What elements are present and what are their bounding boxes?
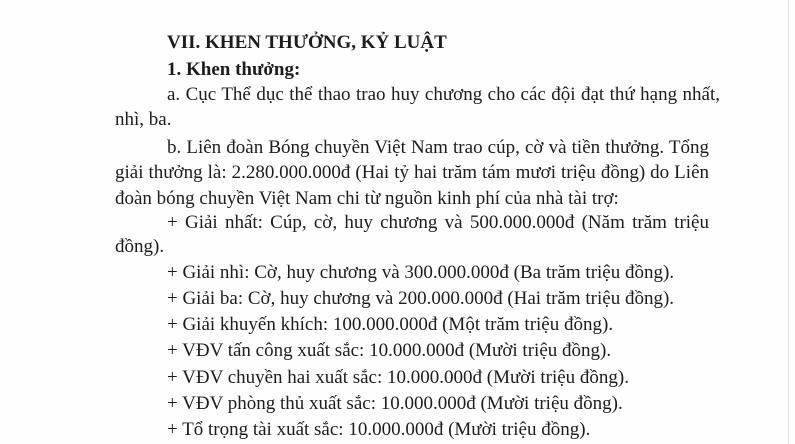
paragraph-b-line-1: b. Liên đoàn Bóng chuyền Việt Nam trao cúp, cờ và tiền thưởng. Tổng: [167, 137, 709, 158]
prize-first-line-1: + Giải nhất: Cúp, cờ, huy chương và 500.000.000đ (Năm trăm triệu: [167, 212, 709, 233]
paragraph-b-line-2: giải thưởng là: 2.280.000.000đ (Hai tỷ hai trăm tám mươi triệu đồng) do Liên: [115, 162, 709, 183]
prize-first-line-2: đồng).: [115, 236, 165, 257]
scan-edge: [788, 0, 789, 444]
prize-second: + Giải nhì: Cờ, huy chương và 300.000.000đ (Ba trăm triệu đồng).: [167, 262, 675, 283]
subsection-title: 1. Khen thưởng:: [167, 59, 301, 80]
prize-best-referee-team: + Tổ trọng tài xuất sắc: 10.000.000đ (Mười triệu đồng).: [167, 419, 591, 440]
section-title: VII. KHEN THƯỞNG, KỶ LUẬT: [167, 32, 447, 53]
prize-best-setter: + VĐV chuyền hai xuất sắc: 10.000.000đ (Mười triệu đồng).: [167, 367, 630, 388]
prize-encouragement: + Giải khuyến khích: 100.000.000đ (Một trăm triệu đồng).: [167, 314, 614, 335]
prize-best-attacker: + VĐV tấn công xuất sắc: 10.000.000đ (Mười triệu đồng).: [167, 340, 612, 361]
paragraph-a-line-2: nhì, ba.: [115, 109, 172, 130]
paragraph-a-line-1: a. Cục Thể dục thể thao trao huy chương cho các đội đạt thứ hạng nhất,: [167, 84, 720, 105]
prize-third: + Giải ba: Cờ, huy chương và 200.000.000đ (Hai trăm triệu đồng).: [167, 288, 675, 309]
paragraph-b-line-3: đoàn bóng chuyền Việt Nam chi từ nguồn kinh phí của nhà tài trợ:: [115, 188, 619, 209]
prize-best-defender: + VĐV phòng thủ xuất sắc: 10.000.000đ (Mười triệu đồng).: [167, 393, 623, 414]
